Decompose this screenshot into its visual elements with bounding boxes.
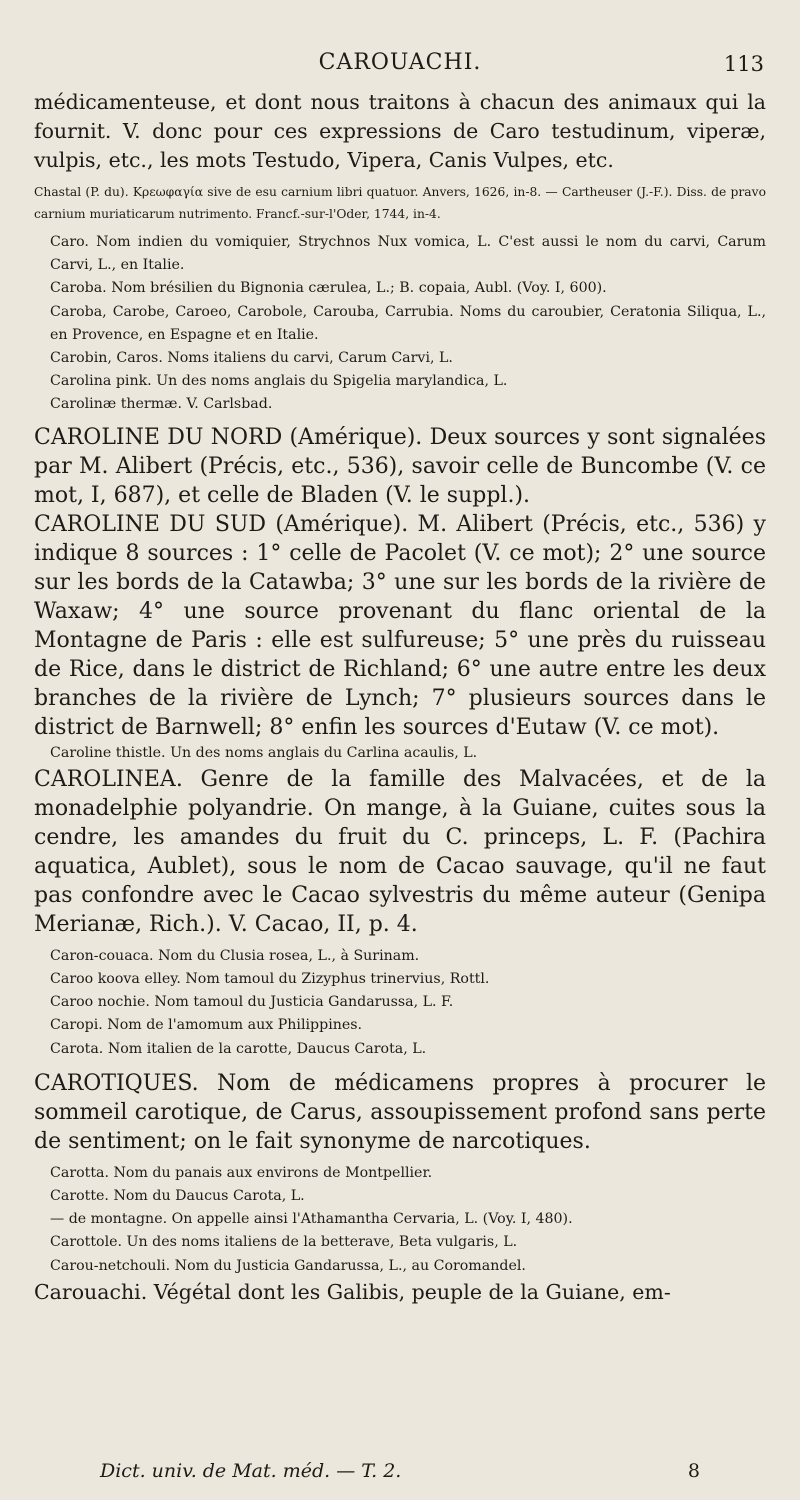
entry-caroline-du-nord: CAROLINE DU NORD (Amérique). Deux sources y sont signalées par M. Alibert (Précis, etc., 536), savoir celle de Buncombe (V. ce mot, I, 687), et celle de Bladen (V. le suppl.). (34, 424, 766, 508)
running-head (34, 48, 766, 88)
entry-de-montagne: — de montagne. On appelle ainsi l'Athamantha Cervaria, L. (Voy. I, 480). (50, 1211, 573, 1228)
entry-caroline-du-sud: CAROLINE DU SUD (Amérique). M. Alibert (Précis, etc., 536) y indique 8 sources : 1° celle de Pacolet (V. ce mot); 2° une source sur les bords de la Catawba; 3° une sur les bords de la rivière de Waxaw; 4° une source provenant du flanc oriental de la Montagne de Paris : elle est sulfureuse; 5° une près du ruisseau de Rice, dans le district de Richland; 6° une autre entre les deux branches de la rivière de Lynch; 7° plusieurs sources dans le district de Barnwell; 8° enfin les sources d'Eutaw (V. ce mot). (34, 511, 766, 740)
entry-carou-netchouli: Carou-netchouli. Nom du Justicia Gandarussa, L., au Coromandel. (50, 1257, 526, 1274)
entry-caroba: Caroba. Nom brésilien du Bignonia cærulea, L.; B. copaia, Aubl. (Voy. I, 600). (50, 280, 607, 297)
entry-caroo-koova-elley: Caroo koova elley. Nom tamoul du Zizyphus trinervius, Rottl. (50, 971, 490, 988)
entry-caroo-nochie: Caroo nochie. Nom tamoul du Justicia Gandarussa, L. F. (50, 994, 454, 1011)
entry-carotte: Carotte. Nom du Daucus Carota, L. (50, 1188, 305, 1205)
entry-carotiques: CAROTIQUES. Nom de médicamens propres à procurer le sommeil carotique, de Carus, assoupissement profond sans perte de sentiment; on le fait synonyme de narcotiques. (34, 1070, 766, 1154)
signature-text: Dict. univ. de Mat. méd. — T. 2. (100, 1460, 402, 1482)
entry-caro: Caro. Nom indien du vomiquier, Strychnos Nux vomica, L. C'est aussi le nom du carvi, Carum Carvi, L., en Italie. (50, 234, 766, 274)
entry-caron-couaca: Caron-couaca. Nom du Clusia rosea, L., à Surinam. (50, 947, 420, 964)
entry-carolinea: CAROLINEA. Genre de la famille des Malvacées, et de la monadelphie polyandrie. On mange, à la Guiane, cuites sous la cendre, les amandes du fruit du C. princeps, L. F. (Pachira aquatica, Aublet), sous le nom de Cacao sauvage, qu'il ne faut pas confondre avec le Cacao sylvestris du même auteur (Genipa Merianæ, Rich.). V. Cacao, II, p. 4. (34, 766, 766, 937)
entry-carolinae-thermae: Carolinæ thermæ. V. Carlsbad. (50, 396, 273, 413)
entry-carotta: Carotta. Nom du panais aux environs de Montpellier. (50, 1164, 433, 1181)
book-page (0, 48, 800, 1500)
entry-carolina-pink: Carolina pink. Un des noms anglais du Spigelia marylandica, L. (50, 373, 508, 390)
entry-caroline-thistle: Caroline thistle. Un des noms anglais du Carlina acaulis, L. (50, 744, 478, 761)
entry-carota: Carota. Nom italien de la carotte, Daucus Carota, L. (50, 1040, 427, 1057)
entry-carottole: Carottole. Un des noms italiens de la betterave, Beta vulgaris, L. (50, 1234, 518, 1251)
running-title: CAROUACHI. (318, 50, 482, 75)
page-number: 113 (723, 52, 764, 76)
entry-carouachi: Carouachi. Végétal dont les Galibis, peuple de la Guiane, em- (34, 1279, 671, 1304)
sheet-number: 8 (687, 1460, 700, 1482)
intro-paragraph: médicamenteuse, et dont nous traitons à chacun des animaux qui la fournit. V. donc pour ces expressions de Caro testudinum, viperæ, vulpis, etc., les mots Testudo, Vipera, Canis Vulpes, etc. (34, 90, 766, 172)
entry-caropi: Caropi. Nom de l'amomum aux Philippines. (50, 1017, 363, 1034)
bibliography: Chastal (P. du). Κρεωφαγία sive de esu carnium libri quatuor. Anvers, 1626, in-8. — Cartheuser (J.-F.). Diss. de pravo carnium muriaticarum nutrimento. Francf.-sur-l'Oder, 1744, in-4. (34, 185, 766, 221)
entry-caroba-variants: Caroba, Carobe, Caroeo, Carobole, Carouba, Carrubia. Noms du caroubier, Ceratonia Siliqua, L., en Provence, en Espagne et en Italie. (50, 303, 766, 343)
entry-carobin: Carobin, Caros. Noms italiens du carvi, Carum Carvi, L. (50, 350, 453, 367)
